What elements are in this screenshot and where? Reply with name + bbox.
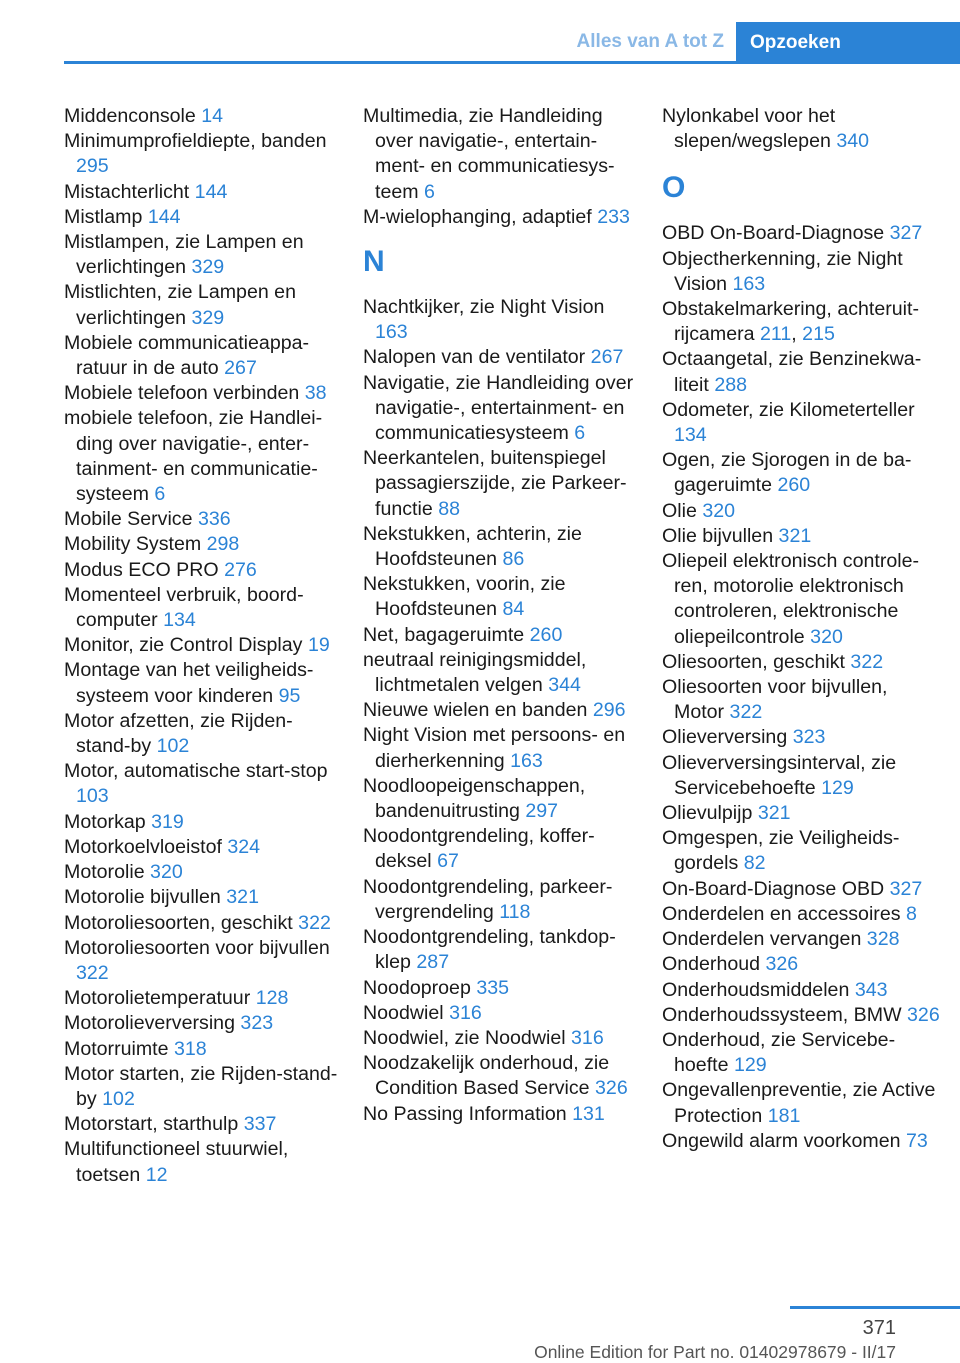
index-entry-term: Onderhoud: [662, 953, 761, 976]
index-entry-term: Motor afzetten, zie Rijden-stand-by: [64, 709, 293, 758]
index-entry: [662, 877, 942, 902]
page-reference-link[interactable]: 233: [597, 205, 630, 228]
header-tab: [736, 22, 960, 61]
index-entry-term: Noodoproep: [363, 976, 471, 999]
index-entry: [363, 774, 638, 824]
page-reference-link[interactable]: 95: [278, 684, 301, 707]
index-column-3: [662, 104, 942, 1154]
index-entry: [64, 280, 339, 330]
index-entry-term: Onderhoud, zie Servicebehoefte: [662, 1028, 896, 1077]
index-entry: [662, 978, 942, 1003]
index-entry: [662, 751, 942, 801]
index-entry-term: Omgespen, zie Veiligheidsgordels: [662, 827, 900, 875]
index-entry-term: Nekstukken, achterin, zie Hoofdsteunen: [363, 522, 582, 571]
page-reference-link[interactable]: 86: [502, 548, 525, 571]
index-entry: [64, 331, 339, 381]
page-reference-link[interactable]: 316: [449, 1001, 482, 1024]
page-reference-link[interactable]: 321: [226, 886, 259, 909]
index-entry: [363, 572, 638, 622]
page-reference-link[interactable]: 287: [416, 951, 450, 974]
index-entry-term: Motorolie bijvullen: [64, 886, 221, 909]
page-reference-link[interactable]: 19: [307, 634, 330, 657]
index-entry: [363, 295, 638, 345]
index-entry-term: On-Board-Diagnose OBD: [662, 877, 885, 900]
index-entry-term: Nachtkijker, zie Night Vision: [363, 296, 605, 319]
page-reference-link[interactable]: 318: [173, 1037, 207, 1060]
page-reference-link[interactable]: 298: [206, 533, 240, 556]
index-entry-term: Motorruimte: [64, 1037, 169, 1060]
index-entry: [64, 532, 339, 557]
page-reference-link[interactable]: 295: [76, 155, 109, 178]
index-entry: [64, 381, 339, 406]
index-entry-term: Neerkantelen, buitenspiegel passagierszijde, zie Parkeerfunctie: [363, 447, 627, 520]
page-reference-link[interactable]: 344: [548, 674, 581, 697]
page-reference-link[interactable]: 323: [792, 726, 826, 749]
index-entry: [64, 558, 339, 583]
index-entry: [64, 1062, 339, 1112]
index-entry-term: Onderhoudsmiddelen: [662, 978, 850, 1001]
index-entry: [64, 104, 339, 129]
page-reference-link[interactable]: 320: [810, 625, 843, 648]
index-entry-term: Nieuwe wielen en banden: [363, 699, 588, 722]
index-entry-term: Olie: [662, 499, 697, 522]
page-reference-link[interactable]: 326: [765, 953, 799, 976]
index-entry-term: Oliesoorten, geschikt: [662, 650, 845, 673]
index-entry: [363, 925, 638, 975]
page-reference-link[interactable]: 163: [732, 272, 766, 295]
index-entry: [363, 648, 638, 698]
index-entry: [64, 205, 339, 230]
page-reference-link[interactable]: 316: [571, 1026, 604, 1049]
index-entry: [662, 675, 942, 725]
index-entry: [363, 976, 638, 1001]
page-reference-link[interactable]: 102: [102, 1087, 135, 1110]
index-entry-term: Mobile Service: [64, 508, 193, 531]
index-entry-term: Olie bijvullen: [662, 524, 774, 547]
index-entry-term: Mobiele telefoon verbinden: [64, 382, 300, 405]
index-entry-term: Oliepeil elektronisch controleren, motorolie elektronisch controleren, elektronische oliepeilcontrole: [662, 550, 920, 648]
index-entry: [662, 927, 942, 952]
index-entry: [363, 698, 638, 723]
page-reference-link[interactable]: 327: [889, 222, 923, 245]
edition-footer: Online Edition for Part no. 01402978679 - II/17: [534, 1342, 896, 1362]
index-entry-term: Olievulpijp: [662, 802, 753, 825]
page-reference-link[interactable]: 329: [191, 256, 225, 279]
index-entry-term: Motorstart, starthulp: [64, 1113, 239, 1136]
page-reference-link[interactable]: 6: [574, 422, 586, 445]
index-entry: [64, 759, 339, 809]
page-reference-link[interactable]: 323: [240, 1012, 274, 1035]
index-entry: Obstakelmarkering, achteruitrijcamera 211, 215: [662, 298, 920, 346]
index-entry: [662, 524, 942, 549]
index-entry-term: OBD On-Board-Diagnose: [662, 222, 885, 245]
index-entry: [64, 860, 339, 885]
page-reference-link[interactable]: 296: [592, 699, 626, 722]
index-entry: [64, 709, 339, 759]
index-entry: [662, 826, 942, 876]
page-reference-link[interactable]: 326: [907, 1003, 940, 1026]
index-entry-term: Middenconsole: [64, 105, 196, 127]
index-entry: [662, 1028, 942, 1078]
index-entry: [64, 911, 339, 936]
header-tab-label: Opzoeken: [750, 32, 841, 53]
index-entry: [64, 507, 339, 532]
page-reference-link[interactable]: 276: [224, 558, 257, 581]
page-reference-link[interactable]: 329: [191, 306, 225, 329]
page-reference-link[interactable]: 327: [889, 877, 923, 900]
index-entry-term: Night Vision met persoons- en dierherkenning: [363, 724, 626, 772]
page-reference-link[interactable]: 102: [156, 735, 190, 758]
index-entry-term: Mobility System: [64, 533, 202, 556]
footer-rule: [790, 1306, 960, 1309]
index-entry: [662, 725, 942, 750]
page-reference-link[interactable]: 322: [298, 911, 331, 934]
page-reference-link[interactable]: 12: [145, 1163, 168, 1186]
index-entry: [64, 583, 339, 633]
page-reference-link[interactable]: 211: [760, 323, 792, 346]
index-entry-term: Multifunctioneel stuurwiel, toetsen: [64, 1138, 289, 1186]
index-entry: [662, 104, 942, 154]
page-reference-link[interactable]: 163: [375, 321, 408, 344]
index-entry-term: Motorkap: [64, 810, 146, 833]
index-entry-term: Mistlampen, zie Lampen en verlichtingen: [64, 231, 304, 279]
index-entry: [662, 1003, 942, 1028]
index-entry-term: Navigatie, zie Handleiding over navigatie-, entertainment- en communicatiesysteem: [363, 371, 634, 445]
index-entry-term: Motorolietemperatuur: [64, 987, 251, 1010]
page-reference-link[interactable]: 322: [729, 701, 763, 724]
index-entry-term: Onderdelen vervangen: [662, 928, 862, 951]
index-entry-term: Noodzakelijk onderhoud, zie Condition Based Service: [363, 1052, 610, 1100]
index-entry: [363, 1051, 638, 1101]
index-entry: [662, 801, 942, 826]
index-entry-term: Motorolieverversing: [64, 1012, 235, 1035]
page-reference-link[interactable]: 128: [255, 987, 289, 1010]
index-entry-term: Motorkoelvloeistof: [64, 835, 222, 858]
index-entry: [64, 1011, 339, 1036]
index-entry: [662, 952, 942, 977]
page-reference-link[interactable]: 38: [304, 382, 327, 405]
index-entry: [363, 1026, 638, 1051]
index-entry: [64, 658, 339, 708]
index-entry-term: Ongevallenpreventie, zie Active Protection: [662, 1079, 936, 1127]
index-entry-term: Obstakelmarkering, achteruitrijcamera: [662, 298, 920, 346]
index-entry: [363, 824, 638, 874]
index-entry: [662, 448, 942, 498]
page-reference-link[interactable]: 14: [201, 105, 224, 127]
index-entry: [363, 1102, 638, 1127]
index-entry: [662, 650, 942, 675]
index-entry: [363, 522, 638, 572]
index-entry: [64, 936, 339, 986]
page-reference-link[interactable]: 8: [905, 902, 917, 925]
index-entry: [662, 1129, 942, 1154]
page-reference-link[interactable]: 340: [836, 130, 870, 153]
index-letter-heading: O: [662, 171, 686, 205]
index-entry-term: Ongewild alarm voorkomen: [662, 1129, 901, 1152]
page-reference-link[interactable]: 118: [499, 900, 531, 923]
page-reference-link[interactable]: 267: [224, 357, 257, 380]
index-entry: [64, 230, 339, 280]
index-entry-term: Odometer, zie Kilometerteller: [662, 398, 915, 421]
page-reference-link[interactable]: 328: [866, 928, 900, 951]
page-reference-link[interactable]: 336: [197, 508, 231, 531]
page-reference-link[interactable]: 320: [150, 861, 183, 884]
index-entry: [64, 1037, 339, 1062]
index-entry: [64, 129, 339, 179]
page-number: 371: [862, 1317, 896, 1339]
index-entry: [363, 205, 638, 230]
index-entry: [662, 347, 942, 397]
header-section-title: Alles van A tot Z: [576, 31, 724, 52]
page-reference-link[interactable]: 260: [529, 623, 563, 646]
index-entry-term: Net, bagageruimte: [363, 623, 525, 646]
page-reference-link[interactable]: 84: [502, 598, 525, 621]
page-reference-link[interactable]: 322: [76, 961, 109, 984]
page-reference-link[interactable]: 129: [733, 1054, 767, 1077]
page-reference-link[interactable]: 181: [767, 1104, 801, 1127]
page-reference-link[interactable]: 320: [702, 499, 736, 522]
page-reference-link[interactable]: 103: [76, 785, 109, 808]
index-entry: [64, 406, 339, 507]
index-entry: [363, 371, 638, 447]
index-entry: [363, 623, 638, 648]
index-entry-term: Montage van het veiligheidssysteem voor kinderen: [64, 659, 314, 707]
page-reference-link[interactable]: 288: [714, 373, 748, 396]
index-entry-term: M-wielophanging, adaptief: [363, 205, 592, 228]
page-reference-link[interactable]: 321: [757, 802, 791, 825]
index-entry-term: Motoroliesoorten voor bijvullen: [64, 936, 330, 959]
index-entry-term: Modus ECO PRO: [64, 558, 219, 581]
page-reference-link[interactable]: 321: [778, 524, 812, 547]
index-letter-heading: N: [363, 245, 385, 279]
page-reference-link[interactable]: 260: [777, 474, 811, 497]
index-entry-term: Nekstukken, voorin, zie Hoofdsteunen: [363, 573, 566, 621]
page-reference-link[interactable]: 267: [590, 346, 624, 369]
index-entry-term: Multimedia, zie Handleiding over navigatie-, entertainment- en communicatiesysteem: [363, 105, 615, 203]
index-entry-term: Mistlichten, zie Lampen en verlichtingen: [64, 281, 296, 329]
page-reference-link[interactable]: 131: [572, 1102, 605, 1125]
index-entry-term: Motoroliesoorten, geschikt: [64, 911, 293, 934]
index-entry: [64, 633, 339, 658]
index-entry-term: Noodloopeigenschappen, bandenuitrusting: [363, 774, 586, 823]
page-reference-link[interactable]: 6: [154, 483, 166, 506]
index-entry: [64, 810, 339, 835]
index-entry-term: Nalopen van de ventilator: [363, 346, 586, 369]
index-entry: [363, 345, 638, 370]
index-column-2: [363, 104, 638, 1127]
index-entry-term: Oliesoorten voor bijvullen, Motor: [662, 676, 888, 724]
index-entry-term: Noodontgrendeling, tankdopklep: [363, 926, 616, 974]
index-entry-term: Octaangetal, zie Benzinekwaliteit: [662, 348, 922, 396]
index-entry-term: Monitor, zie Control Display: [64, 634, 303, 657]
page-reference-link[interactable]: 144: [147, 205, 181, 228]
page-reference-link[interactable]: 67: [437, 850, 459, 873]
index-entry: [363, 1001, 638, 1026]
index-entry-term: Olieverversing: [662, 726, 788, 749]
page-reference-link[interactable]: 163: [510, 749, 543, 772]
page-reference-link[interactable]: 6: [424, 180, 435, 203]
page-reference-link[interactable]: 73: [905, 1129, 928, 1152]
index-entry-term: Mistachterlicht: [64, 180, 190, 203]
page-reference-link[interactable]: 88: [438, 497, 460, 520]
index-entry: [662, 549, 942, 650]
index-entry-term: Mobiele communicatieapparatuur in de auto: [64, 331, 310, 380]
index-entry-term: Ogen, zie Sjorogen in de bagageruimte: [662, 449, 912, 497]
index-entry-term: Onderdelen en accessoires: [662, 902, 901, 925]
index-entry: [662, 247, 942, 297]
index-entry-term: Minimumprofieldiepte, banden: [64, 130, 327, 153]
index-entry: [64, 1137, 339, 1187]
page-reference-link[interactable]: 82: [743, 852, 766, 875]
index-entry: [662, 221, 942, 246]
index-entry-term: Onderhoudssysteem, BMW: [662, 1003, 902, 1026]
index-entry-term: Motor starten, zie Rijden-stand-by: [64, 1062, 338, 1110]
index-entry: [64, 986, 339, 1011]
index-entry: [662, 902, 942, 927]
index-entry: [662, 398, 942, 448]
page-reference-link[interactable]: 144: [194, 180, 228, 203]
index-entry-term: Objectherkenning, zie Night Vision: [662, 247, 903, 295]
index-entry: [64, 835, 339, 860]
index-entry-term: Noodontgrendeling, kofferdeksel: [363, 825, 595, 873]
index-entry-term: neutraal reinigingsmiddel, lichtmetalen velgen: [363, 648, 587, 697]
index-entry: [64, 885, 339, 910]
index-entry-term: Noodontgrendeling, parkeervergrendeling: [363, 875, 613, 923]
page-reference-link[interactable]: 337: [243, 1113, 277, 1136]
index-column-1: [64, 104, 339, 1188]
header-rule: [64, 61, 960, 64]
index-entry: [363, 446, 638, 522]
index-entry-term: Mistlamp: [64, 205, 143, 228]
page-reference-link[interactable]: 324: [227, 835, 261, 858]
index-entry-term: Olieverversingsinterval, zie Servicebehoefte: [662, 751, 897, 799]
index-entry: [662, 499, 942, 524]
index-entry-term: Momenteel verbruik, boordcomputer: [64, 583, 304, 632]
index-entry-term: Noodwiel, zie Noodwiel: [363, 1026, 566, 1049]
index-entry-term: No Passing Information: [363, 1102, 567, 1125]
page-reference-link[interactable]: 335: [476, 976, 510, 999]
index-entry: [64, 180, 339, 205]
index-entry-term: Motorolie: [64, 861, 145, 884]
page-reference-link[interactable]: 326: [595, 1077, 628, 1100]
page-reference-link[interactable]: 297: [525, 800, 559, 823]
index-entry: [363, 104, 638, 205]
index-entry: [662, 1078, 942, 1128]
index-entry-term: mobiele telefoon, zie Handleiding over navigatie-, entertainment- en communicatiesysteem: [64, 407, 323, 506]
page-reference-link[interactable]: 343: [854, 978, 888, 1001]
page-reference-link[interactable]: 134: [163, 609, 196, 632]
index-entry: [363, 875, 638, 925]
page-reference-link[interactable]: 129: [821, 776, 854, 799]
index-entry-term: Noodwiel: [363, 1001, 444, 1024]
index-entry-term: Motor, automatische start-stop: [64, 760, 328, 783]
page-reference-link[interactable]: 215: [802, 323, 835, 346]
page-reference-link[interactable]: 322: [850, 650, 884, 673]
index-entry: [64, 1112, 339, 1137]
page-reference-link[interactable]: 319: [151, 810, 184, 833]
index-entry: [363, 723, 638, 773]
page-reference-link[interactable]: 134: [674, 424, 707, 447]
index-entry-term: Nylonkabel voor het slepen/wegslepen: [662, 105, 836, 153]
